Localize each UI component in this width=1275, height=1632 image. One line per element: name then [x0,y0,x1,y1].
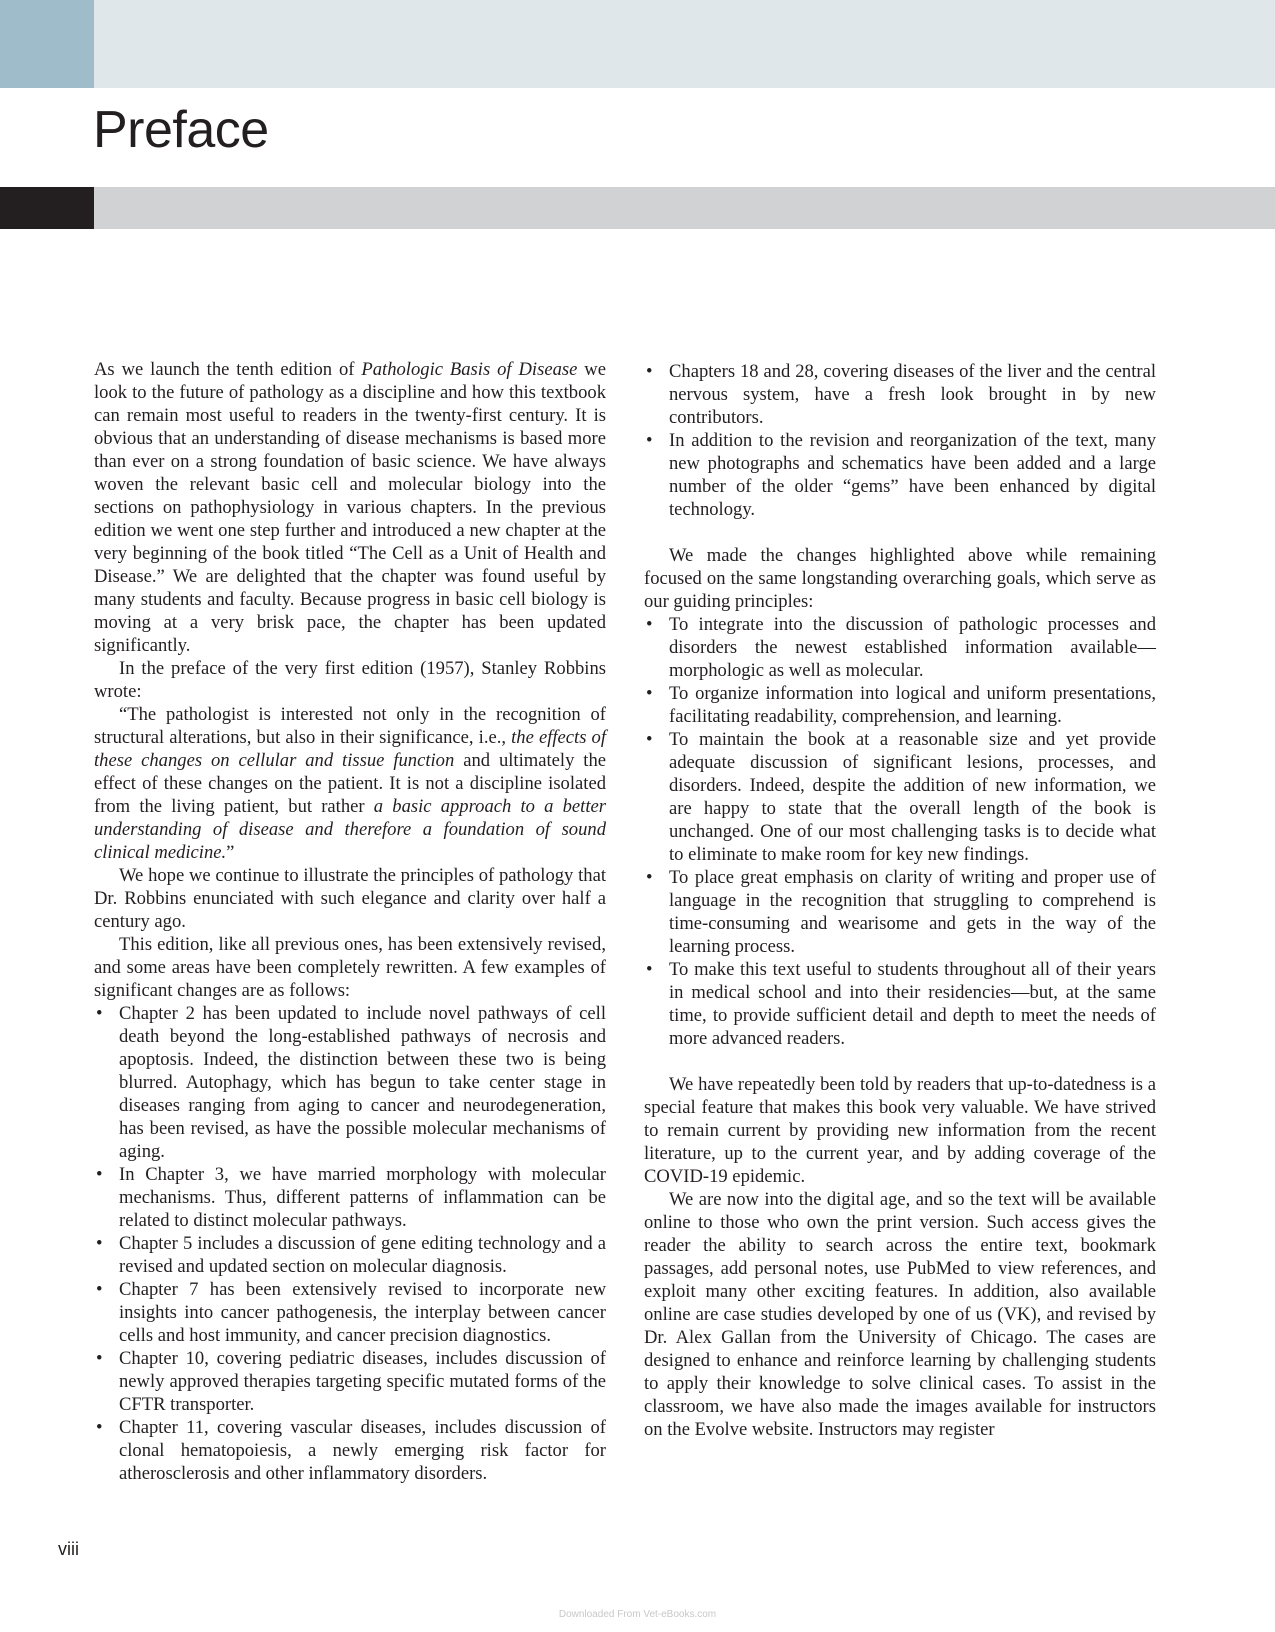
list-item: • To integrate into the discussion of pathologic processes and disorders the newest established information available—morphologic as well as molecular. [644,613,1156,682]
left-column [94,358,606,1485]
list-item: • To maintain the book at a reasonable size and yet provide adequate discussion of significant lesions, processes, and disorders. Indeed, despite the addition of new information, we are happy to state that the overall length of the book is unchanged. One of our most challenging tasks is to decide what to eliminate to make room for key new findings. [644,728,1156,866]
changes-list [94,1002,606,1485]
list-item: • To organize information into logical and uniform presentations, facilitating readability, comprehension, and learning. [644,682,1156,728]
list-item: • Chapter 5 includes a discussion of gene editing technology and a revised and updated section on molecular diagnosis. [94,1232,606,1278]
list-item: • Chapter 10, covering pediatric diseases, includes discussion of newly approved therapies targeting specific mutated forms of the CFTR transporter. [94,1347,606,1416]
robbins-quote: “The pathologist is interested not only in the recognition of structural alterations, but also in their significance, i.e., the effects of these changes on cellular and tissue function and ultimately the effect of these changes on the patient. It is not a discipline isolated from the living patient, but rather a basic approach to a better understanding of disease and therefore a foundation of sound clinical medicine.” [94,704,607,863]
changes-list-continued [644,360,1156,521]
robbins-intro-paragraph: In the preface of the very first edition (1957), Stanley Robbins wrote: [94,658,606,702]
page-number: viii [58,1539,79,1559]
list-item: • Chapter 11, covering vascular diseases, includes discussion of clonal hematopoiesis, a newly emerging risk factor for atherosclerosis and other inflammatory disorders. [94,1416,606,1485]
list-item: • To make this text useful to students throughout all of their years in medical school and into their residencies—but, at the same time, to provide sufficient detail and depth to meet the needs of more advanced readers. [644,958,1156,1050]
book-title: Pathologic Basis of Disease [361,359,578,380]
title-rule-tab [0,187,94,229]
list-item: • In Chapter 3, we have married morphology with molecular mechanisms. Thus, different patterns of inflammation can be related to distinct molecular pathways. [94,1163,606,1232]
header-band [0,0,1275,88]
list-item: • Chapter 2 has been updated to include novel pathways of cell death beyond the long-established pathways of necrosis and apoptosis. Indeed, the distinction between these two is being blurred. Autophagy, which has begun to take center stage in diseases ranging from aging to cancer and neurodegeneration, has been revised, as have the possible molecular mechanisms of aging. [94,1002,606,1163]
list-item: • To place great emphasis on clarity of writing and proper use of language in the recognition that struggling to comprehend is time-consuming and wearisome and gets in the way of the learning process. [644,866,1156,958]
header-tab [0,0,94,88]
changes-intro-paragraph: This edition, like all previous ones, has been extensively revised, and some areas have been completely rewritten. A few examples of significant changes are as follows: [94,934,606,1001]
intro-paragraph: As we launch the tenth edition of Pathologic Basis of Disease we look to the future of pathology as a discipline and how this textbook can remain most useful to readers in the twenty-first century. It is obvious that an understanding of disease mechanisms is based more than ever on a strong foundation of basic science. We have always woven the relevant basic cell and molecular biology into the sections on pathophysiology in various chapters. In the previous edition we went one step further and introduced a new chapter at the very beginning of the book titled “The Cell as a Unit of Health and Disease.” We are delighted that the chapter was found useful by many students and faculty. Because progress in basic cell biology is moving at a very brisk pace, the chapter has been updated significantly. [94,359,606,656]
list-item: • In addition to the revision and reorganization of the text, many new photographs and schematics have been added and a large number of the older “gems” have been enhanced by digital technology. [644,429,1156,521]
up-to-datedness-paragraph: We have repeatedly been told by readers that up-to-datedness is a special feature that makes this book very valuable. We have strived to remain current by providing new information from the recent literature, up to the current year, and by adding coverage of the COVID-19 epidemic. [644,1074,1156,1187]
list-item: • Chapter 7 has been extensively revised to incorporate new insights into cancer pathogenesis, the interplay between cancer cells and host immunity, and cancer precision diagnostics. [94,1278,606,1347]
right-column [644,360,1156,1441]
list-item: • Chapters 18 and 28, covering diseases of the liver and the central nervous system, have a fresh look brought in by new contributors. [644,360,1156,429]
title-rule-band [0,187,1275,229]
goals-intro-paragraph: We made the changes highlighted above while remaining focused on the same longstanding overarching goals, which serve as our guiding principles: [644,545,1156,612]
page-title: Preface [93,101,269,159]
watermark: Downloaded From Vet-eBooks.com [558,1609,717,1620]
digital-age-paragraph: We are now into the digital age, and so the text will be available online to those who own the print version. Such access gives the reader the ability to search across the entire text, bookmark passages, add personal notes, use PubMed to view references, and exploit many other exciting features. In addition, also available online are case studies developed by one of us (VK), and revised by Dr. Alex Gallan from the University of Chicago. The cases are designed to enhance and reinforce learning by challenging students to apply their knowledge to solve clinical cases. To assist in the classroom, we have also made the images available for instructors on the Evolve website. Instructors may register [644,1189,1156,1440]
goals-list [644,613,1156,1050]
principles-paragraph: We hope we continue to illustrate the principles of pathology that Dr. Robbins enunciated with such elegance and clarity over half a century ago. [94,865,606,932]
